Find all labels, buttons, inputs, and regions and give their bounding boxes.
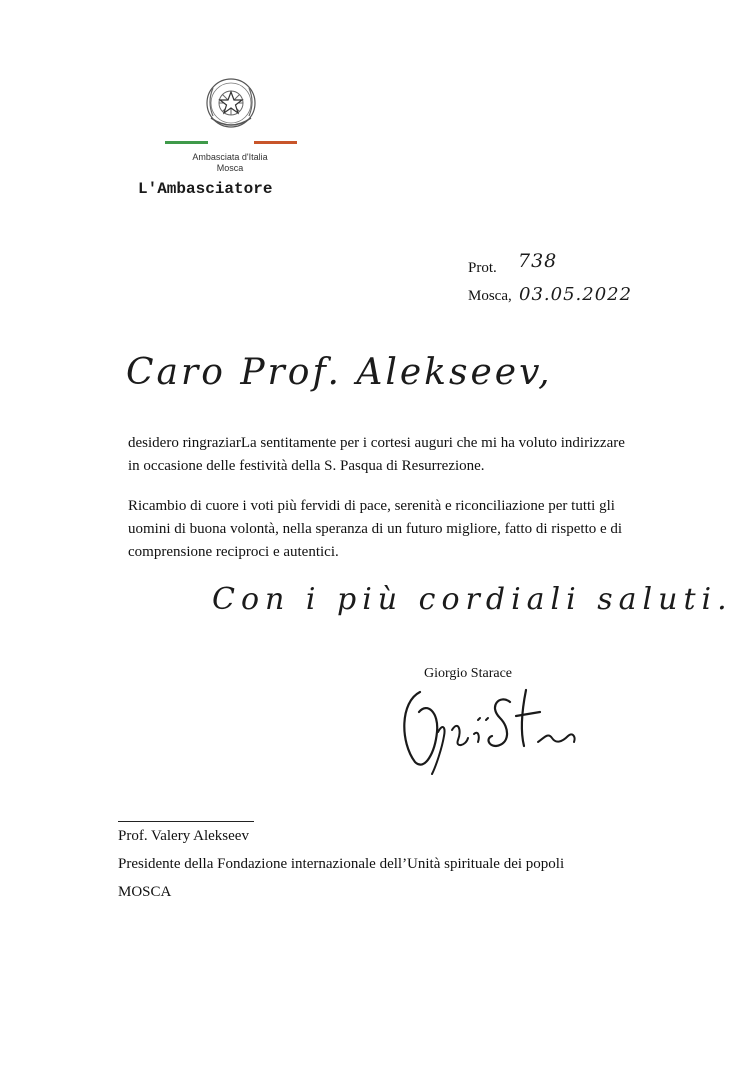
recipient-name: Prof. Valery Alekseev xyxy=(118,828,249,844)
embassy-name xyxy=(150,152,310,174)
handwritten-signature xyxy=(390,672,590,782)
letter-date: 03.05.2022 xyxy=(519,284,633,305)
body-paragraph-1: desidero ringraziarLa sentitamente per i cortesi auguri che mi ha voluto indirizzare in occasione delle festività della S. Pasqua di Resurrezione. xyxy=(128,435,625,474)
protocol-number: 738 xyxy=(518,250,558,272)
signer-name: Giorgio Starace xyxy=(424,666,512,681)
letterhead-title: L'Ambasciatore xyxy=(138,180,273,198)
flag-stripe-green xyxy=(165,141,208,144)
italian-republic-emblem-icon xyxy=(203,74,259,134)
body-paragraph-2: Ricambio di cuore i voti più fervidi di pace, serenità e riconciliazione per tutti gli uomini di buona volontà, nella speranza di un futuro migliore, fatto di rispetto e di comprensione reciproci e autentici. xyxy=(128,498,623,560)
salutation: Caro Prof. Alekseev, xyxy=(126,352,553,393)
closing: Con i più cordiali saluti. xyxy=(212,582,733,617)
flag-stripe-red xyxy=(254,141,297,144)
address-divider xyxy=(118,821,254,822)
protocol-label: Prot. xyxy=(468,260,497,276)
recipient-city: MOSCA xyxy=(118,884,172,900)
embassy-line-1: Ambasciata d'Italia xyxy=(192,152,268,162)
embassy-line-2: Mosca xyxy=(216,163,244,173)
recipient-role: Presidente della Fondazione internazionale dell’Unità spirituale dei popoli xyxy=(118,856,565,872)
city-label: Mosca, xyxy=(468,288,512,304)
